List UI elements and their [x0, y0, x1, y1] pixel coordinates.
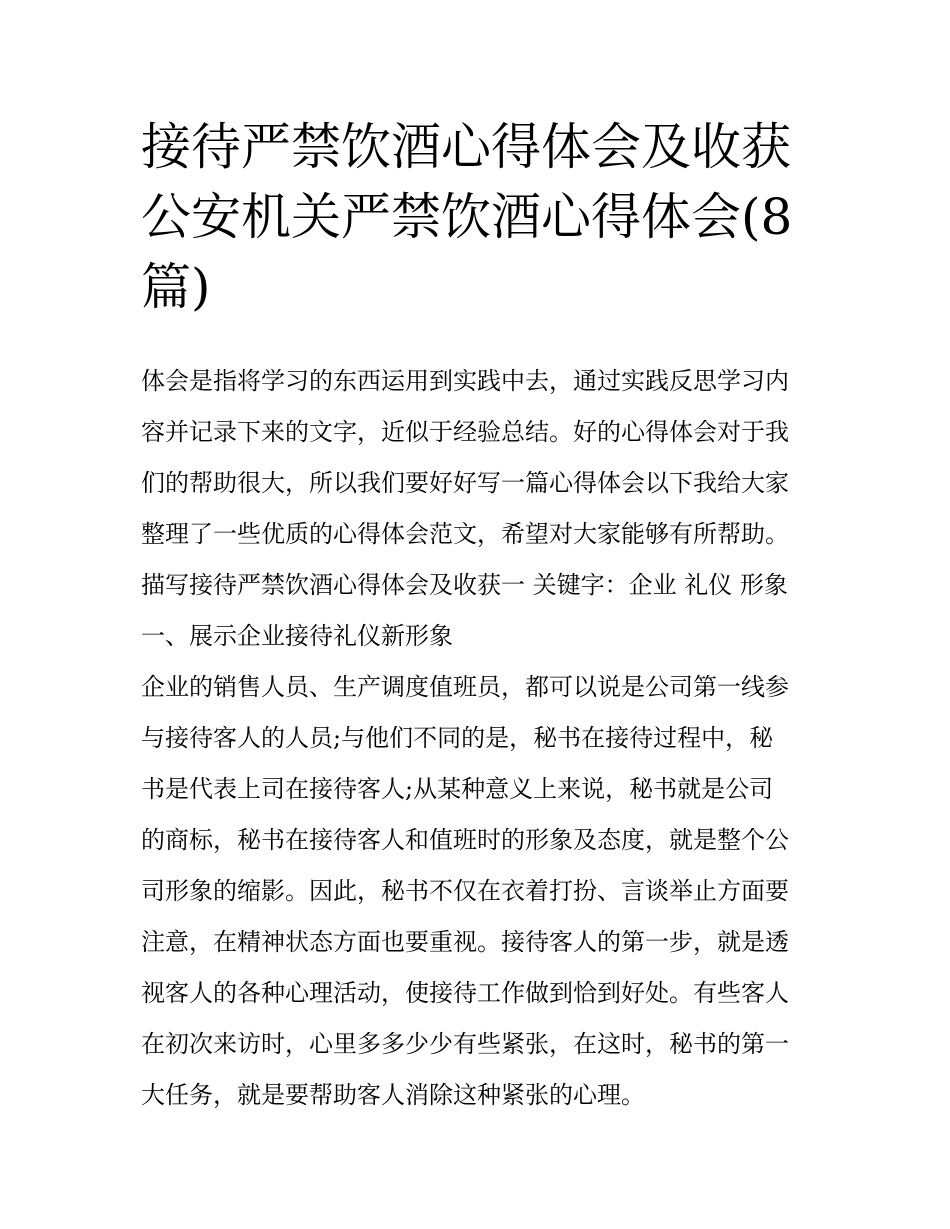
- body-line-4: 整理了一些优质的心得体会范文，希望对大家能够有所帮助。: [141, 520, 789, 548]
- document-body: [141, 356, 821, 1121]
- title-line-1: 接待严禁饮酒心得体会及收获: [141, 118, 791, 176]
- body-line-9: 书是代表上司在接待客人;从某种意义上来说，秘书就是公司: [141, 775, 774, 803]
- body-line-2: 容并记录下来的文字，近似于经验总结。好的心得体会对于我: [141, 418, 789, 446]
- body-line-10: 的商标，秘书在接待客人和值班时的形象及态度，就是整个公: [141, 826, 789, 854]
- body-line-14: 在初次来访时，心里多多少少有些紧张，在这时，秘书的第一: [141, 1030, 789, 1058]
- body-line-5: 描写接待严禁饮酒心得体会及收获一 关键字：企业 礼仪 形象: [141, 571, 788, 599]
- body-line-12: 注意，在精神状态方面也要重视。接待客人的第一步，就是透: [141, 928, 789, 956]
- body-line-3: 们的帮助很大，所以我们要好好写一篇心得体会以下我给大家: [141, 469, 789, 497]
- document-title: [141, 112, 821, 322]
- body-line-15: 大任务，就是要帮助客人消除这种紧张的心理。: [141, 1081, 645, 1109]
- title-line-2: 公安机关严禁饮酒心得体会(8: [141, 188, 793, 246]
- body-line-11: 司形象的缩影。因此，秘书不仅在衣着打扮、言谈举止方面要: [141, 877, 789, 905]
- section-heading: 一、展示企业接待礼仪新形象: [141, 622, 453, 650]
- body-line-8: 与接待客人的人员;与他们不同的是，秘书在接待过程中，秘: [141, 724, 774, 752]
- body-line-7: 企业的销售人员、生产调度值班员，都可以说是公司第一线参: [141, 673, 789, 701]
- body-line-13: 视客人的各种心理活动，使接待工作做到恰到好处。有些客人: [141, 979, 789, 1007]
- body-line-1: 体会是指将学习的东西运用到实践中去，通过实践反思学习内: [141, 367, 789, 395]
- title-line-3: 篇): [141, 258, 211, 316]
